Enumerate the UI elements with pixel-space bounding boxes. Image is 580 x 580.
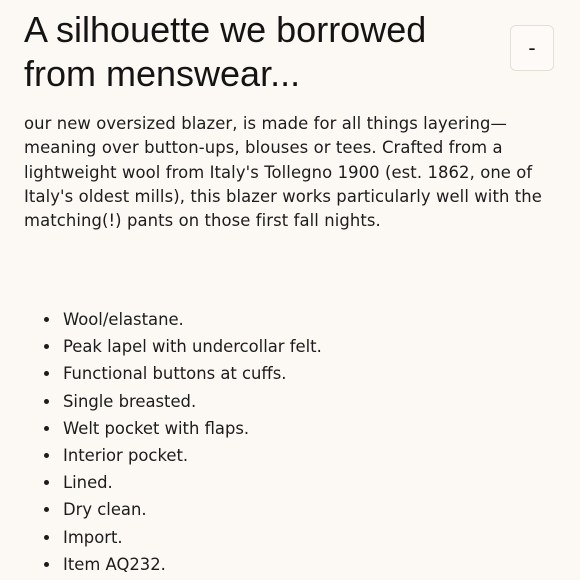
bullet-icon — [44, 317, 49, 322]
bullet-icon — [44, 371, 49, 376]
list-item — [24, 415, 322, 442]
bullet-icon — [44, 426, 49, 431]
feature-text: Import. — [63, 527, 123, 547]
feature-text: Wool/elastane. — [63, 310, 184, 329]
minus-icon: - — [528, 36, 536, 60]
bullet-icon — [44, 562, 49, 567]
list-item — [24, 333, 322, 360]
feature-text: Functional buttons at cuffs. — [63, 364, 287, 384]
bullet-icon — [44, 535, 49, 540]
section-title: A silhouette we borrowed from menswear... — [24, 9, 427, 94]
bullet-icon — [44, 507, 49, 512]
feature-text: Single breasted. — [63, 391, 197, 411]
bullet-icon — [44, 399, 49, 404]
collapse-button[interactable] — [510, 25, 554, 71]
feature-list — [24, 306, 322, 578]
list-item — [24, 469, 322, 496]
feature-text: Item AQ232. — [63, 554, 166, 574]
list-item — [24, 306, 322, 333]
list-item — [24, 524, 322, 551]
feature-text: Lined. — [63, 473, 113, 493]
feature-text: Dry clean. — [63, 500, 147, 520]
list-item — [24, 388, 322, 415]
list-item — [24, 360, 322, 387]
feature-text: Welt pocket with flaps. — [63, 418, 250, 438]
list-item — [24, 496, 322, 523]
bullet-icon — [44, 453, 49, 458]
product-description: our new oversized blazer, is made for all things layering—meaning over button-ups, blouses or tees. Crafted from a lightweight wool from Italy's Tollegno 1900 (est. 1862, one of Italy's oldest mills), this blazer works particularly well with the matching(!) pants on those first fall nights. — [24, 114, 542, 231]
list-item — [24, 551, 322, 578]
list-item — [24, 442, 322, 469]
bullet-icon — [44, 344, 49, 349]
feature-text: Interior pocket. — [63, 446, 189, 466]
bullet-icon — [44, 480, 49, 485]
feature-text: Peak lapel with undercollar felt. — [63, 337, 322, 357]
